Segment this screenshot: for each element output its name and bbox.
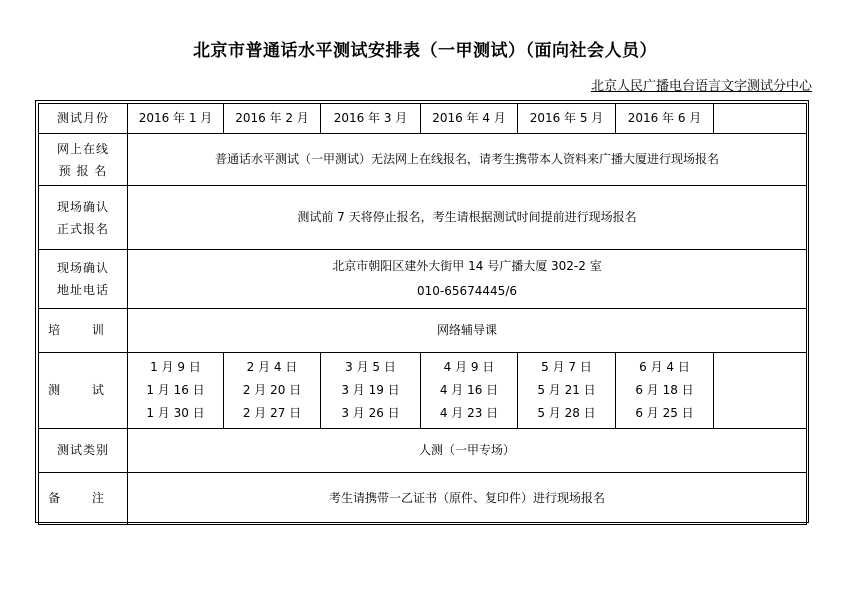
date-item: 1 月 30 日 xyxy=(146,406,205,420)
date-item: 2 月 20 日 xyxy=(242,383,302,397)
row-test-dates xyxy=(39,353,807,429)
training-text: 网络辅导课 xyxy=(128,309,807,353)
date-item: 3 月 5 日 xyxy=(345,360,396,374)
date-item: 2 月 4 日 xyxy=(246,360,298,374)
date-item: 3 月 19 日 xyxy=(341,383,400,397)
organization-name: 北京人民广播电台语言文字测试分中心 xyxy=(590,79,812,94)
date-item: 5 月 21 日 xyxy=(537,383,596,397)
date-item: 3 月 26 日 xyxy=(341,406,400,420)
month-4: 2016 年 4 月 xyxy=(421,104,518,134)
test-dates-mar xyxy=(321,353,421,429)
month-2: 2016 年 2 月 xyxy=(224,104,321,134)
address-label-line2: 地址电话 xyxy=(56,283,109,297)
address-label-line1: 现场确认 xyxy=(56,261,109,275)
date-item: 2 月 27 日 xyxy=(242,406,302,420)
address-text: 北京市朝阳区建外大街甲 14 号广播大厦 302-2 室 xyxy=(332,259,602,273)
notes-label: 备 注 xyxy=(39,473,128,525)
date-item: 4 月 16 日 xyxy=(439,383,499,397)
row-months xyxy=(39,104,807,134)
address-label xyxy=(39,250,128,309)
onsite-label-line2: 正式报名 xyxy=(56,221,109,236)
row-address xyxy=(39,250,807,309)
row-notes xyxy=(39,473,807,525)
test-dates-jan xyxy=(128,353,224,429)
notes-text: 考生请携带一乙证书（原件、复印件）进行现场报名 xyxy=(128,473,807,525)
training-label: 培 训 xyxy=(39,309,128,353)
date-item: 4 月 23 日 xyxy=(439,406,499,420)
empty-month-cell xyxy=(714,104,807,134)
row-training xyxy=(39,309,807,353)
schedule-table xyxy=(38,103,807,525)
online-label-line2: 预 报 名 xyxy=(58,163,108,178)
test-dates-jun xyxy=(616,353,714,429)
online-text: 普通话水平测试（一甲测试）无法网上在线报名，请考生携带本人资料来广播大厦进行现场报名 xyxy=(128,134,807,186)
address-cell xyxy=(128,250,807,309)
category-label: 测试类别 xyxy=(39,429,128,473)
test-label: 测 试 xyxy=(39,353,128,429)
test-dates-apr xyxy=(421,353,518,429)
month-3: 2016 年 3 月 xyxy=(321,104,421,134)
row-category xyxy=(39,429,807,473)
online-label-line1: 网上在线 xyxy=(56,141,109,156)
row-onsite-registration xyxy=(39,186,807,250)
test-dates-feb xyxy=(224,353,321,429)
month-6: 2016 年 6 月 xyxy=(616,104,714,134)
onsite-text: 测试前 7 天将停止报名，考生请根据测试时间提前进行现场报名 xyxy=(128,186,807,250)
date-item: 1 月 9 日 xyxy=(150,360,201,374)
months-label: 测试月份 xyxy=(39,104,128,134)
date-item: 5 月 7 日 xyxy=(541,360,592,374)
month-1: 2016 年 1 月 xyxy=(128,104,224,134)
date-item: 6 月 18 日 xyxy=(635,383,694,397)
date-item: 4 月 9 日 xyxy=(443,360,495,374)
row-online-registration xyxy=(39,134,807,186)
onsite-label xyxy=(39,186,128,250)
date-item: 1 月 16 日 xyxy=(146,383,205,397)
month-5: 2016 年 5 月 xyxy=(518,104,616,134)
category-text: 人测（一甲专场） xyxy=(128,429,807,473)
date-item: 5 月 28 日 xyxy=(537,406,596,420)
phone-text: 010-65674445/6 xyxy=(417,284,517,298)
test-dates-may xyxy=(518,353,616,429)
online-label xyxy=(39,134,128,186)
empty-dates-cell xyxy=(714,353,807,429)
date-item: 6 月 4 日 xyxy=(639,360,690,374)
onsite-label-line1: 现场确认 xyxy=(56,199,109,214)
page-title: 北京市普通话水平测试安排表（一甲测试）（面向社会人员） xyxy=(193,41,657,61)
date-item: 6 月 25 日 xyxy=(635,406,694,420)
